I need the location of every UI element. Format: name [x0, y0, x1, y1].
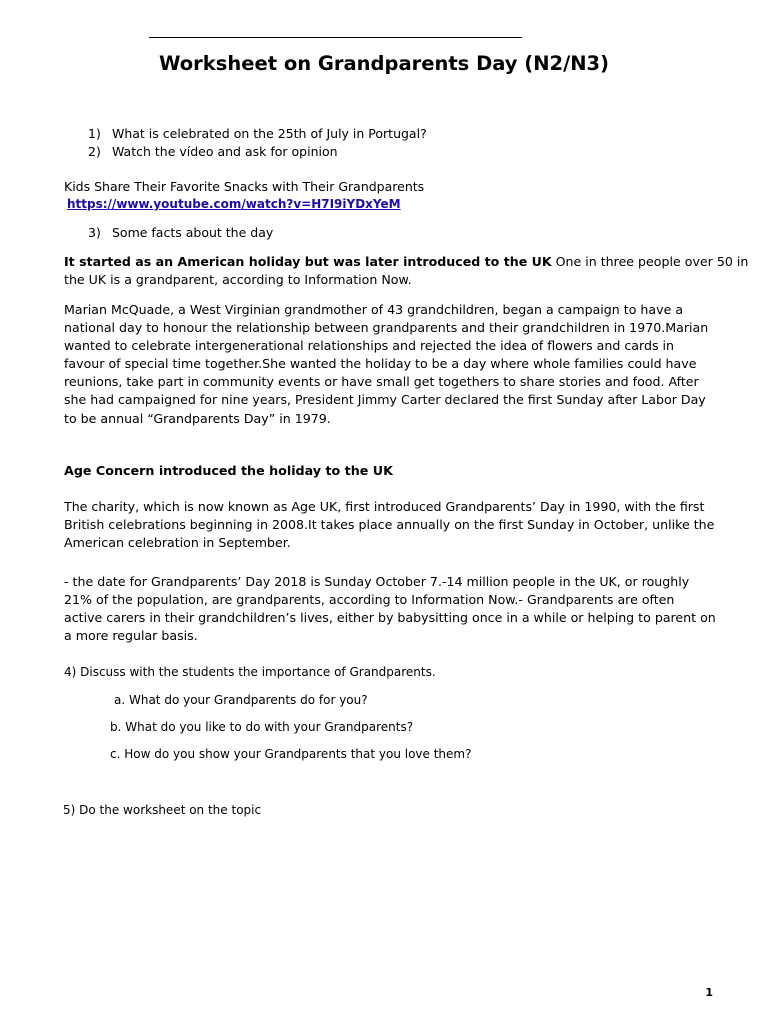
paragraph-line: wanted to celebrate intergenerational relationships and rejected the idea of flowers and cards in	[64, 338, 674, 354]
question-number: 3)	[88, 225, 101, 240]
paragraph-line: reunions, take part in community events or have small get togethers to share stories and food. After	[64, 374, 699, 390]
paragraph-line: Marian McQuade, a West Virginian grandmother of 43 grandchildren, began a campaign to have a	[64, 302, 684, 317]
paragraph-line: favour of special time together.She wanted the holiday to be a day where whole families could have	[64, 356, 697, 372]
paragraph-line: active carers in their grandchildren’s lives, either by babysitting once in a while or helping to parent on	[64, 610, 716, 626]
paragraph-line: The charity, which is now known as Age UK, first introduced Grandparents’ Day in 1990, with the first	[64, 499, 705, 514]
age-concern-heading: Age Concern introduced the holiday to the UK	[64, 463, 393, 478]
paragraph-line: 21% of the population, are grandparents, according to Information Now.- Grandparents are often	[64, 592, 675, 608]
question-text: Some facts about the day	[111, 225, 274, 240]
paragraph-line: - the date for Grandparents’ Day 2018 is Sunday October 7.-14 million people in the UK, or roughly	[64, 574, 690, 589]
paragraph-line: to be annual “Grandparents Day” in 1979.	[64, 410, 331, 426]
question-number: 1)	[88, 126, 101, 141]
question-4b: b. What do you like to do with your Grandparents?	[110, 720, 414, 734]
intro-bold-text: It started as an American holiday but was later introduced to the UK	[64, 254, 552, 269]
marian-paragraph	[64, 301, 708, 428]
question-3	[88, 225, 273, 240]
question-4c: c. How do you show your Grandparents that you love them?	[110, 747, 472, 761]
page-title: Worksheet on Grandparents Day (N2/N3)	[158, 52, 610, 75]
video-caption: Kids Share Their Favorite Snacks with Their Grandparents	[64, 179, 425, 194]
intro-line-2: the UK is a grandparent, according to Information Now.	[64, 272, 412, 288]
facts-paragraph	[64, 573, 716, 645]
intro-text: One in three people over 50 in	[551, 254, 749, 269]
paragraph-line: national day to honour the relationship between grandparents and their grandchildren in 1970.Marian	[64, 320, 709, 336]
paragraph-line: British celebrations beginning in 2008.It takes place annually on the first Sunday in October, unlike the	[64, 517, 715, 533]
question-text: What is celebrated on the 25th of July in Portugal?	[111, 126, 427, 141]
question-text: Watch the vídeo and ask for opinion	[111, 144, 338, 159]
paragraph-line: American celebration in September.	[64, 535, 291, 551]
paragraph-line: she had campaigned for nine years, President Jimmy Carter declared the first Sunday after Labor Day	[64, 392, 706, 408]
question-1	[88, 126, 427, 141]
intro-paragraph	[64, 253, 748, 289]
header-rule	[149, 37, 522, 38]
question-5: 5) Do the worksheet on the topic	[63, 803, 262, 817]
question-4a: a. What do your Grandparents do for you?	[114, 693, 368, 707]
question-2	[88, 144, 338, 159]
paragraph-line: a more regular basis.	[64, 628, 198, 644]
video-link[interactable]: https://www.youtube.com/watch?v=H7I9iYDxYeM	[67, 197, 401, 211]
charity-paragraph	[64, 498, 714, 552]
question-4: 4) Discuss with the students the importance of Grandparents.	[64, 665, 436, 679]
question-number: 2)	[88, 144, 101, 159]
page-number: 1	[705, 986, 713, 999]
